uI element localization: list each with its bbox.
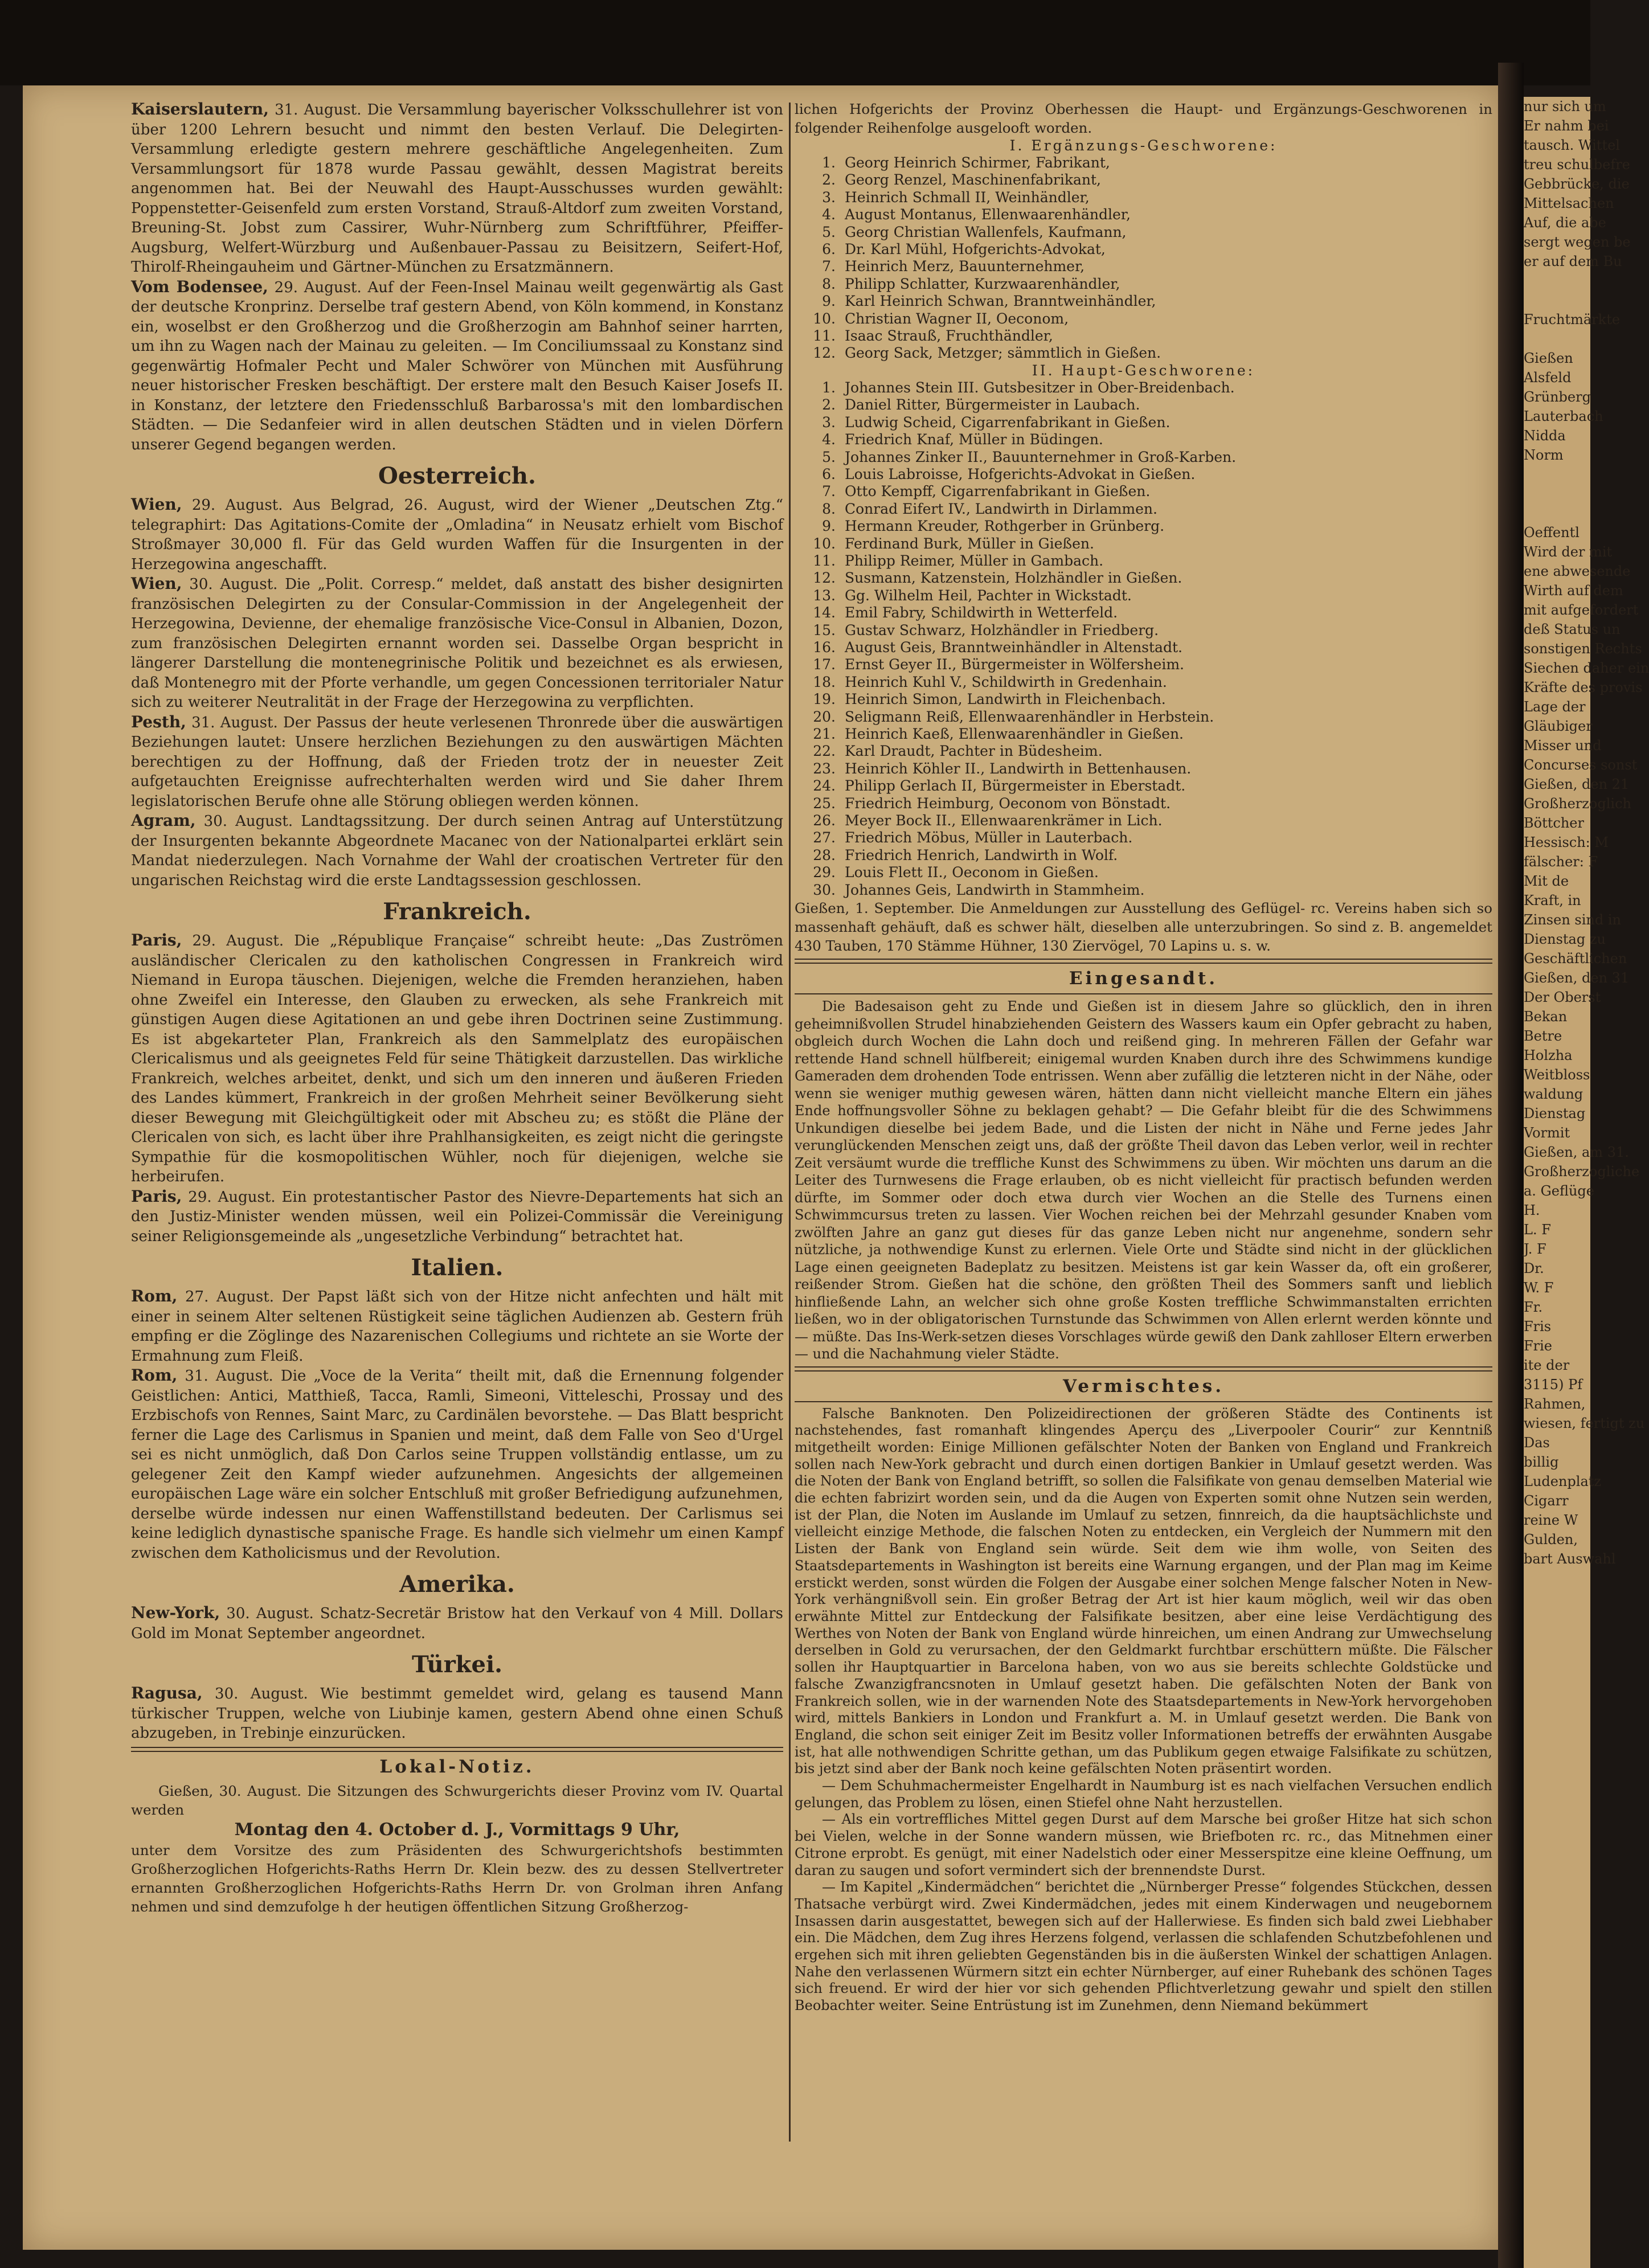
juror-entry — [795, 327, 1492, 345]
adjacent-page-fragment: Gießen — [1524, 350, 1573, 366]
juror-number: 4. — [822, 431, 836, 448]
adjacent-page-fragment: Der Oberst — [1524, 989, 1601, 1005]
adjacent-page-fragment: Nidda — [1524, 428, 1566, 444]
juror-name: August Montanus, Ellenwaarenhändler, — [845, 206, 1131, 223]
article-thirst: — Als ein vortreffliches Mittel gegen Durst auf dem Marsche bei großer Hitze hat sich schon bei Vielen, welche in der Sonne wandern müssen, wie Briefboten rc. rc., das Mitnehmen einer Citrone erprobt. Es genügt, mit einer Nadelstich oder einer Messerspitze eine kleine Oeffnung, um daran zu saugen und sofort vermindert sich der brennendste Durst. — [795, 1811, 1492, 1878]
divider-rule — [795, 1366, 1492, 1372]
juror-number: 6. — [822, 465, 836, 482]
juror-entry — [795, 379, 1492, 396]
juror-number: 7. — [822, 483, 836, 500]
adjacent-page-fragment: Fruchtmärkte — [1524, 312, 1621, 327]
adjacent-page-fragment: waldung — [1524, 1086, 1583, 1102]
top-dark-margin — [0, 0, 1590, 85]
local-notice-intro: Gießen, 30. August. Die Sitzungen des Schwurgerichts dieser Provinz vom IV. Quartal werden — [131, 1782, 783, 1818]
juror-number: 11. — [813, 327, 836, 345]
left-column — [131, 100, 783, 1916]
juror-number: 5. — [822, 448, 836, 465]
adjacent-page-fragment: Gießen, den 31 — [1524, 970, 1630, 986]
adjacent-page-fragment: Norm — [1524, 447, 1564, 463]
juror-name: Friedrich Möbus, Müller in Lauterbach. — [845, 829, 1133, 846]
adjacent-page-fragment: Rahmen, — [1524, 1396, 1586, 1412]
juror-name: Friedrich Henrich, Landwirth in Wolf. — [845, 846, 1118, 863]
juror-name: Heinrich Merz, Bauunternehmer, — [845, 258, 1085, 275]
juror-name: Ferdinand Burk, Müller in Gießen. — [845, 535, 1094, 552]
juror-entry — [795, 795, 1492, 812]
adjacent-page-fragment: fälscher: F — [1524, 854, 1598, 870]
adjacent-page-fragment: Fris — [1524, 1319, 1552, 1334]
juror-name: Isaac Strauß, Fruchthändler, — [845, 327, 1053, 345]
adjacent-page-fragment: H. — [1524, 1202, 1540, 1218]
juror-number: 13. — [813, 587, 836, 604]
adjacent-page-fragment: Dienstag zu — [1524, 931, 1606, 947]
adjacent-page-fragment: Alsfeld — [1524, 370, 1572, 386]
juror-entry — [795, 570, 1492, 587]
local-notice-date: Montag den 4. October d. J., Vormittags 9 Uhr, — [234, 1819, 680, 1840]
adjacent-page-fragment: er auf dem Bu — [1524, 253, 1622, 269]
juror-number: 3. — [822, 189, 836, 206]
juror-number: 25. — [813, 795, 836, 812]
juror-entry — [795, 535, 1492, 552]
adjacent-page-fragment: sergt wegen be — [1524, 234, 1631, 250]
adjacent-page-fragment: tausch. Wittel — [1524, 137, 1620, 153]
supplementary-jurors-list — [795, 154, 1492, 362]
article-agram: Agram, 30. August. Landtagssitzung. Der durch seinen Antrag auf Unterstützung der Insurgenten bekannte Abgeordnete Macanec von der Nationalpartei erklärt sein Mandat niederzulegen. Nach Vornahme der Wahl der croatischen Vertreter für den ungarischen Reichstag wird die erste Landtagssession geschlossen. — [131, 811, 783, 889]
juror-number: 18. — [813, 673, 836, 690]
juror-name: August Geis, Branntweinhändler in Altenstadt. — [845, 638, 1182, 656]
juror-name: Gg. Wilhelm Heil, Pachter in Wickstadt. — [845, 587, 1132, 604]
juror-number: 23. — [813, 760, 836, 777]
adjacent-page-fragment: Vormit — [1524, 1125, 1570, 1141]
juror-number: 12. — [813, 345, 836, 362]
juror-number: 4. — [822, 206, 836, 223]
juror-name: Friedrich Knaf, Müller in Büdingen. — [845, 431, 1103, 448]
right-column — [795, 100, 1492, 2015]
juror-name: Karl Draudt, Pachter in Büdesheim. — [845, 743, 1103, 760]
juror-entry — [795, 189, 1492, 206]
adjacent-page-fragment: Weitbloss — [1524, 1067, 1590, 1083]
section-heading-vermischtes: Vermischtes. — [1063, 1375, 1224, 1397]
adjacent-page-fragment: Gießen, am 31. — [1524, 1144, 1629, 1160]
juror-number: 16. — [813, 638, 836, 656]
adjacent-page-fragment: wiesen, fertigt zu — [1524, 1415, 1645, 1431]
juror-number: 8. — [822, 500, 836, 517]
juror-entry — [795, 639, 1492, 656]
juror-name: Johannes Zinker II., Bauunternehmer in Groß-Karben. — [845, 448, 1237, 465]
adjacent-page-fragment: treu schulbefre — [1524, 157, 1630, 173]
adjacent-page-fragment: Misser und — [1524, 738, 1602, 754]
adjacent-page-edge — [1524, 97, 1649, 2268]
juror-name: Emil Fabry, Schildwirth in Wetterfeld. — [845, 604, 1118, 621]
juror-entry — [795, 206, 1492, 223]
book-spine — [1498, 63, 1524, 2268]
local-notice-body: unter dem Vorsitze des zum Präsidenten des Schwurgerichtshofs bestimmten Großherzoglichen Hofgerichts-Raths Herrn Dr. Klein bezw. des zu dessen Stellvertreter ernannten Großherzoglichen Hofgerichts-Raths Herrn Dr. von Grolman ihren Anfang nehmen und sind demzufolge h der heutigen öffentlichen Sitzung Großherzog- — [131, 1841, 783, 1915]
adjacent-page-fragment: Bekan — [1524, 1009, 1568, 1025]
juror-entry — [795, 587, 1492, 604]
adjacent-page-fragment: Gulden, — [1524, 1532, 1578, 1548]
juror-entry — [795, 258, 1492, 275]
jury-heading-supplementary: I. Ergänzungs-Geschworene: — [1009, 137, 1278, 154]
section-heading-austria: Oesterreich. — [378, 462, 536, 489]
juror-number: 1. — [822, 379, 836, 396]
juror-number: 10. — [813, 535, 836, 552]
juror-entry — [795, 518, 1492, 535]
adjacent-page-fragment: Concurses sonst — [1524, 757, 1638, 773]
adjacent-page-fragment: Betre — [1524, 1028, 1562, 1044]
section-heading-local-notice: Lokal-Notiz. — [379, 1756, 535, 1777]
juror-name: Philipp Reimer, Müller in Gambach. — [845, 552, 1104, 569]
adjacent-page-fragment: Cigarr — [1524, 1493, 1569, 1509]
juror-number: 27. — [813, 829, 836, 846]
juror-name: Ludwig Scheid, Cigarrenfabrikant in Gießen. — [845, 414, 1171, 431]
adjacent-page-fragment: Großherzoglich — [1524, 796, 1631, 812]
adjacent-page-fragment: Böttcher — [1524, 815, 1584, 831]
juror-number: 12. — [813, 570, 836, 587]
adjacent-page-fragment: Das — [1524, 1435, 1550, 1451]
juror-name: Louis Labroisse, Hofgerichts-Advokat in Gießen. — [845, 465, 1196, 482]
juror-number: 19. — [813, 691, 836, 708]
juror-entry — [795, 622, 1492, 639]
adjacent-page-fragment: mit aufgefordert — [1524, 602, 1639, 618]
adjacent-page-fragment: ene abwesende — [1524, 563, 1631, 579]
adjacent-page-fragment: deß Status un — [1524, 621, 1621, 637]
juror-entry — [795, 656, 1492, 673]
juror-name: Philipp Schlatter, Kurzwaarenhändler, — [845, 275, 1120, 292]
adjacent-page-fragment: Oeffentl — [1524, 525, 1580, 541]
adjacent-page-fragment: Siechen daher ein — [1524, 660, 1649, 676]
juror-number: 15. — [813, 621, 836, 638]
adjacent-page-fragment: Holzha — [1524, 1047, 1573, 1063]
article-nannies: — Im Kapitel „Kindermädchen“ berichtet die „Nürnberger Presse“ folgendes Stückchen, dessen Thatsache verbürgt wird. Zwei Kindermädchen, jedes mit einem Kinderwagen und neugebornem Insassen darin ausgestattet, bewegen sich auf der Hallerwiese. Es finden sich bald zwei Liebhaber ein. Die Mädchen, dem Zug ihres Herzens folgend, verlassen die schlafenden Schutzbefohlenen und ergehen sich mit ihren geliebten Gegenständen bis in die äußersten Winkel der schattigen Anlagen. Nahe den verlassenen Würmern sitzt ein echter Nürnberger, auf einer Ruhebank des schönen Tages sich freuend. Er wird der hier vor sich gehenden Pflichtverletzung gewahr und spielt den stillen Beobachter weiter. Seine Entrüstung ist im Zunehmen, denn Niemand bekümmert — [795, 1879, 1492, 2014]
juror-entry — [795, 501, 1492, 518]
juror-entry — [795, 293, 1492, 310]
divider-rule — [795, 1401, 1492, 1402]
adjacent-page-fragment: Kräfte des provis — [1524, 679, 1643, 695]
juror-entry — [795, 691, 1492, 708]
adjacent-page-fragment: ite der — [1524, 1357, 1570, 1373]
juror-entry — [795, 171, 1492, 189]
juror-entry — [795, 396, 1492, 414]
divider-rule — [795, 959, 1492, 964]
adjacent-page-fragment: Kraft, in — [1524, 893, 1581, 908]
juror-number: 11. — [813, 552, 836, 569]
article-pesth: Pesth, 31. August. Der Passus der heute verlesenen Thronrede über die auswärtigen Beziehungen lautet: Unsere herzlichen Beziehungen zu den auswärtigen Mächten berechtigen zu der Hoffnung, daß der Frieden trotz der in neuester Zeit aufgetauchten Ereignisse aufrechterhalten werden wird und Sie daher Ihrem legislatorischen Berufe ohne alle Störung obliegen werden können. — [131, 712, 783, 810]
adjacent-page-fragment: Grünberg — [1524, 389, 1591, 405]
article-ragusa: Ragusa, 30. August. Wie bestimmt gemeldet wird, gelang es tausend Mann türkischer Truppen, welche von Liubinje kamen, gestern Abend ohne einen Schuß abzugeben, in Trebinje einzurücken. — [131, 1684, 783, 1742]
adjacent-page-fragment — [1524, 484, 1590, 503]
juror-entry — [795, 154, 1492, 171]
juror-name: Heinrich Schmall II, Weinhändler, — [845, 189, 1090, 206]
juror-entry — [795, 414, 1492, 431]
juror-number: 9. — [822, 293, 836, 310]
juror-number: 3. — [822, 414, 836, 431]
article-giessen-poultry: Gießen, 1. September. Die Anmeldungen zur Ausstellung des Geflügel- rc. Vereins haben sich so massenhaft gehäuft, daß es schwer hält, dieselben alle unterzubringen. So sind z. B. angemeldet 430 Tauben, 170 Stämme Hühner, 130 Ziervögel, 70 Lapins u. s. w. — [795, 900, 1492, 955]
juror-number: 28. — [813, 846, 836, 863]
adjacent-page-fragment: sonstigen Rechts — [1524, 641, 1642, 657]
adjacent-page-fragment: Zinsen sind in — [1524, 912, 1621, 928]
juror-entry — [795, 449, 1492, 466]
juror-number: 29. — [813, 864, 836, 881]
article-rom-1: Rom, 27. August. Der Papst läßt sich von der Hitze nicht anfechten und hält mit einer in seinem Alter seltenen Rüstigkeit seine täglichen Audienzen ab. Gestern früh empfing er die Zöglinge des Nazarenischen Collegiums und richtete an sie Worte der Ermahnung zum Fleiß. — [131, 1287, 783, 1365]
juror-name: Georg Heinrich Schirmer, Fabrikant, — [845, 154, 1110, 171]
juror-number: 17. — [813, 656, 836, 673]
divider-rule — [131, 1747, 783, 1752]
juror-name: Johannes Geis, Landwirth in Stammheim. — [845, 881, 1145, 898]
juror-entry — [795, 552, 1492, 570]
juror-entry — [795, 345, 1492, 362]
juror-entry — [795, 310, 1492, 327]
juror-entry — [795, 777, 1492, 795]
juror-name: Daniel Ritter, Bürgermeister in Laubach. — [845, 396, 1140, 414]
juror-entry — [795, 276, 1492, 293]
adjacent-page-fragment: Großherzogliche — [1524, 1164, 1640, 1180]
juror-name: Georg Christian Wallenfels, Kaufmann, — [845, 223, 1127, 240]
adjacent-page-fragment — [1524, 329, 1590, 349]
juror-name: Conrad Eifert IV., Landwirth in Dirlammen. — [845, 500, 1157, 517]
article-new-york: New-York, 30. August. Schatz-Secretär Bristow hat den Verkauf von 4 Mill. Dollars Gold im Monat September angeordnet. — [131, 1603, 783, 1642]
adjacent-page-fragment: L. F — [1524, 1222, 1551, 1238]
juror-entry — [795, 241, 1492, 258]
juror-entry — [795, 604, 1492, 621]
juror-name: Friedrich Heimburg, Oeconom von Bönstadt. — [845, 795, 1171, 812]
adjacent-page-fragment — [1524, 290, 1590, 310]
adjacent-page-fragment: Dr. — [1524, 1260, 1544, 1276]
juror-number: 30. — [813, 881, 836, 898]
jury-intro: lichen Hofgerichts der Provinz Oberhessen die Haupt- und Ergänzungs-Geschworenen in folgender Reihenfolge ausgelooft worden. — [795, 101, 1492, 136]
juror-number: 20. — [813, 708, 836, 725]
column-divider — [789, 103, 791, 2142]
juror-entry — [795, 431, 1492, 448]
juror-number: 21. — [813, 726, 836, 742]
juror-entry — [795, 743, 1492, 760]
juror-name: Hermann Kreuder, Rothgerber in Grünberg. — [845, 518, 1165, 535]
article-paris-2: Paris, 29. August. Ein protestantischer Pastor des Nievre-Departements hat sich an den Justiz-Minister wenden müssen, weil ein Polizei-Commissär die Vereinigung seiner Religionsgemeinde als „ungesetzliche Verbindung“ betrachtet hat. — [131, 1186, 783, 1245]
adjacent-page-fragment: Er nahm bei — [1524, 118, 1609, 134]
article-false-banknotes: Falsche Banknoten. Den Polizeidirectionen der größeren Städte des Continents ist nachstehendes, fast romanhaft klingendes Aperçu des „Liverpooler Courir“ zur Kenntniß mitgetheilt worden: Einige Millionen gefälschter Noten der Banken von England und Frankreich sollen nach New-York gebracht und durch einen dortigen Bankier in Umlauf gesetzt werden. Was die Noten der Bank von England betrifft, so sollen die Falsifikate von genau demselben Material wie die echten fabrizirt worden sein, und da die Augen von Experten somit ohne Nutzen sein werden, ist der Plan, die Noten im Auslande im Umlauf zu setzen, finnreich, da die hauptsächlichste und vielleicht einzige Methode, die falschen Noten zu entdecken, ein Vergleich der Nummern mit den Listen der Bank von England sein würde. Seit dem wie ihm wolle, von Seiten des Staatsdepartements in Washington ist bereits eine Warnung ergangen, und der Plan mag im Keime erstickt werden, sonst würden die Folgen der Ausgabe einer solchen Menge falscher Noten in New-York verhängnißvoll sein. Ein großer Betrag der Art ist hier kaum möglich, weil wir das oben erwähnte Mittel zur Entdeckung der Falsifikate besitzen, aber eine leise Verdächtigung des Werthes von Noten der Bank von England würde hinreichen, um einen Andrang zur Umwechselung derselben in Gold zu verursachen, der den Geldmarkt furchtbar erschüttern müßte. Die Fälscher sollen ihr Hauptquartier in Barcelona haben, von wo aus sie bereits schlechte Goldstücke und falsche Zwanzigfrancsnoten in Umlauf gesetzt haben. Die gefälschten Noten der Bank von Frankreich sollen, wie in der warnenden Note des Staatsdepartements in New-York hervorgehoben wird, mittels Bankiers in London und Frankfurt a. M. in Umlauf gesetzt werden. Die Bank von England, die schon seit einiger Zeit im Besitz voller Informationen betreffs der erwähnten Ausgabe ist, hat alle nothwendigen Schritte gethan, um das Publikum gegen etwaige Falsifikate zu schützen, bis jetzt sind aber der Bank noch keine gefälschten Noten präsentirt worden. — [795, 1405, 1492, 1777]
adjacent-page-fragment: Geschäftlichen — [1524, 951, 1627, 967]
juror-entry — [795, 812, 1492, 829]
adjacent-page-fragment: Lauterbach — [1524, 408, 1603, 424]
adjacent-page-fragment: Mit de — [1524, 873, 1569, 889]
adjacent-page-fragment: Auf, die abe — [1524, 215, 1606, 231]
juror-name: Ernst Geyer II., Bürgermeister in Wölfersheim. — [845, 656, 1184, 673]
juror-number: 6. — [822, 241, 836, 258]
juror-name: Georg Renzel, Maschinenfabrikant, — [845, 171, 1101, 189]
section-heading-america: Amerika. — [399, 1571, 515, 1598]
main-jurors-list — [795, 379, 1492, 899]
adjacent-page-fragment: 3115) Pf — [1524, 1377, 1583, 1393]
juror-number: 7. — [822, 258, 836, 275]
adjacent-page-fragment: nur sich um — [1524, 99, 1606, 114]
article-rom-2: Rom, 31. August. Die „Voce de la Verita“ theilt mit, daß die Ernennung folgender Geistlichen: Antici, Matthieß, Tacca, Ramli, Simeoni, Vitteleschi, Prossay und des Erzbischofs von Rennes, Saint Marc, zu Cardinälen bevorstehe. — Das Blatt bespricht ferner die Lage des Carlismus in Spanien und meint, daß dem Falle von Seo d'Urgel sei es nicht unmöglich, daß Don Carlos seine Truppen vollständig entlasse, um zu gelegener Zeit den Kampf wieder aufzunehmen. Angesichts der allgemeinen europäischen Lage wäre ein solcher Entschluß mit großer Befriedigung aufzunehmen, derselbe würde indessen nur einen Waffenstillstand bedeuten. Der Carlismus sei keine lediglich dynastische spanische Frage. Es handle sich vielmehr um einen Kampf zwischen dem Katholicismus und der Revolution. — [131, 1366, 783, 1562]
juror-name: Dr. Karl Mühl, Hofgerichts-Advokat, — [845, 241, 1106, 258]
juror-entry — [795, 466, 1492, 483]
article-bodensee: Vom Bodensee, 29. August. Auf der Feen-Insel Mainau weilt gegenwärtig als Gast der deutsche Kronprinz. Derselbe traf gestern Abend, von Köln kommend, in Konstanz ein, woselbst er den Großherzog und die Großherzogin am Bahnhof seiner harrten, um ihn zu Wagen nach der Mainau zu geleiten. — Im Conciliumssaal zu Konstanz sind gegenwärtig Hofmaler Pecht und Maler Schwörer von München mit Ausführung neuer historischer Fresken beschäftigt. Der erstere malt den Besuch Kaiser Josefs II. in Konstanz, der letztere den Friedensschluß Barbarossa's mit den lombardischen Städten. — Die Sedanfeier wird in allen deutschen Städten und in vielen Dörfern unserer Gegend begangen werden. — [131, 277, 783, 453]
juror-entry — [795, 847, 1492, 864]
juror-name: Philipp Gerlach II, Bürgermeister in Eberstadt. — [845, 777, 1186, 795]
adjacent-page-fragment: a. Geflüge — [1524, 1183, 1594, 1199]
section-heading-turkey: Türkei. — [411, 1651, 503, 1678]
juror-name: Johannes Stein III. Gutsbesitzer in Ober-Breidenbach. — [845, 379, 1235, 396]
article-wien-1: Wien, 29. August. Aus Belgrad, 26. August, wird der Wiener „Deutschen Ztg.“ telegraphirt: Das Agitations-Comite der „Omladina“ in Neusatz erhielt vom Bischof Stroßmayer 30,000 fl. Für das Geld wurden Waffen für die Insurgenten in der Herzegowina angeschafft. — [131, 495, 783, 573]
adjacent-page-fragment: Wirth auf dem — [1524, 583, 1623, 599]
adjacent-page-fragment: Wird der mit — [1524, 544, 1613, 560]
adjacent-page-fragment: Lage der — [1524, 699, 1586, 715]
article-kaiserslautern: Kaiserslautern, 31. August. Die Versammlung bayerischer Volksschullehrer ist von über 1200 Lehrern besucht und nimmt den besten Verlauf. Die Delegirten-Versammlung erledigte gestern mehrere geschäftliche Angelegenheiten. Zum Versammlungsort für 1878 wurde Passau gewählt, dessen Magistrat bereits angenommen hat. Bei der Neuwahl des Haupt-Ausschusses wurden gewählt: Poppenstetter-Geisenfeld zum ersten Vorstand, Strauß-Altdorf zum zweiten Vorstand, Breuning-St. Jobst zum Cassirer, Wuhr-Nürnberg zum Schriftführer, Pfeiffer-Augsburg, Welfert-Würzburg und Außenbauer-Passau zu Beisitzern, Seifert-Hof, Thirolf-Rheingauheim und Gärtner-München zu Ersatzmännern. — [131, 100, 783, 276]
section-heading-eingesandt: Eingesandt. — [1069, 968, 1218, 989]
juror-number: 8. — [822, 275, 836, 292]
adjacent-page-fragment: Ludenplatz — [1524, 1473, 1602, 1489]
article-paris-1: Paris, 29. August. Die „République Française“ schreibt heute: „Das Zuströmen ausländischer Clericalen zu den katholischen Congressen in Frankreich wird Niemand in Europa täuschen. Diejenigen, welche die Fremden heranziehen, haben ohne Zweifel ein Interesse, den Glauben zu erwecken, als sehe Frankreich mit günstigen Augen diese Agitationen an und gebe ihren Doctrinen seine Zustimmung. Es ist abgekarteter Plan, Frankreich als den Sammelplatz des europäischen Clericalismus und als geeignetes Feld für seine Thätigkeit darzustellen. Das wirkliche Frankreich, welches arbeitet, denkt, und sich um den inneren und äußeren Frieden des Landes kümmert, Frankreich in der großen Mehrheit seiner Bevölkerung sieht dieser Bewegung mit Gleichgültigkeit oder mit Abscheu zu; es stößt die Pläne der Clericalen von sich, es lacht über ihre Prahlhansigkeiten, es zeigt nicht die geringste Sympathie für die kosmopolitischen Wühler, noch für diejenigen, welche sie herbeirufen. — [131, 931, 783, 1185]
article-swimming: Die Badesaison geht zu Ende und Gießen ist in diesem Jahre so glücklich, den in ihren geheimnißvollen Strudel hinabziehenden Geistern des Wassers kaum ein Opfer gebracht zu haben, obgleich durch Wochen die Lahn doch und reißend ging. In mehreren Fällen der Gefahr war rettende Hand schnell hülfbereit; einigemal wurden Knaben durch ihre des Schwimmens kundige Gameraden dem drohenden Tode entrissen. Wenn aber zufällig die letzteren nicht in der Nähe, oder wenn sie weniger muthig gewesen wären, hätten dann nicht vielleicht manche Eltern ein jähes Ende hoffnungsvoller Söhne zu beklagen gehabt? — Die Gefahr bleibt für die des Schwimmens Unkundigen dieselbe bei jedem Bade, und die Listen der nicht in Nähe und Ferne jedes Jahr verunglückenden Menschen zeigt uns, daß der größte Theil davon das Leben verlor, weil in rechter Zeit versäumt wurde die treffliche Kunst des Schwimmens zu üben. Wir möchten uns darum an die Leiter des Turnwesens die Frage erlauben, ob es nicht vielleicht für practisch befunden werden dürfte, im Sommer oder doch etwa durch vier Wochen an die Stelle des Turnens einen Schwimmcursus treten zu lassen. Vier Wochen reichen bei der Mehrzahl gesunder Knaben vom zwölften Jahre an ganz gut dieses für das ganze Leben nicht nur angenehme, sondern sehr nützliche, ja nothwendige Kunst zu erlernen. Viele Orte und Städte sind nicht in der glücklichen Lage einen geeigneten Badeplatz zu besitzen. Meistens ist gar kein Wasser da, oft ein großerer, reißender Strom. Gießen hat die schöne, den größten Theil des Sommers sanft und lieblich hinfließende Lahn, an welcher sich ohne große Kosten treffliche Schwimmanstalten errichten ließen, wo in der obligatorischen Turnstunde das Schwimmen von Allen erlernt werden könnte und — müßte. Das Ins-Werk-setzen dieses Vorschlages würde gewiß den Dank zahlloser Eltern erwerben — und die Nachahmung vieler Städte. — [795, 998, 1493, 1362]
juror-entry — [795, 483, 1492, 500]
juror-number: 2. — [822, 396, 836, 414]
section-heading-italy: Italien. — [411, 1254, 504, 1281]
article-wien-2: Wien, 30. August. Die „Polit. Corresp.“ meldet, daß anstatt des bisher designirten französischen Delegirten zu der Consular-Commission in der Angelegenheit der Herzegowina, Devienne, der ehemalige französische Vice-Consul in Albanien, Dozon, zum französischen Delegirten ernannt worden sei. Dasselbe Organ bespricht in längerer Darstellung die montenegrinische Politik und bezeichnet es als erwiesen, daß Montenegro mit der Pforte verhandle, um gegen Concessionen territorialer Natur sich zu weiterer Neutralität in der Frage der Herzegowina zu verpflichten. — [131, 574, 783, 711]
adjacent-page-fragment: Gießen, den 21 — [1524, 776, 1630, 792]
juror-entry — [795, 864, 1492, 881]
juror-entry — [795, 829, 1492, 846]
adjacent-page-fragment: Gebbrücke, die — [1524, 176, 1630, 192]
adjacent-page-fragment: Gläubiger — [1524, 718, 1593, 734]
adjacent-page-fragment: Fr. — [1524, 1299, 1543, 1315]
adjacent-page-fragment: billig — [1524, 1454, 1559, 1470]
divider-rule — [795, 993, 1492, 994]
adjacent-page-fragment: Hessisch: M — [1524, 834, 1609, 850]
adjacent-page-fragment: bart Auswahl — [1524, 1551, 1616, 1567]
juror-number: 5. — [822, 223, 836, 240]
juror-number: 2. — [822, 171, 836, 189]
adjacent-page-fragment — [1524, 271, 1590, 290]
juror-name: Susmann, Katzenstein, Holzhändler in Gießen. — [845, 570, 1182, 587]
adjacent-page-fragment: Frie — [1524, 1338, 1553, 1354]
juror-name: Louis Flett II., Oeconom in Gießen. — [845, 864, 1099, 881]
section-heading-france: Frankreich. — [383, 898, 531, 925]
article-boot: — Dem Schuhmachermeister Engelhardt in Naumburg ist es nach vielfachen Versuchen endlich gelungen, das Problem zu lösen, einen Stiefel ohne Naht herzustellen. — [795, 1778, 1492, 1811]
adjacent-page-fragment — [1524, 465, 1590, 484]
juror-entry — [795, 882, 1492, 899]
juror-entry — [795, 726, 1492, 743]
juror-entry — [795, 674, 1492, 691]
juror-name: Seligmann Reiß, Ellenwaarenhändler in Herbstein. — [845, 708, 1214, 725]
adjacent-page-fragment: Dienstag — [1524, 1106, 1586, 1121]
juror-number: 9. — [822, 518, 836, 535]
juror-name: Meyer Bock II., Ellenwaarenkrämer in Lich. — [845, 812, 1163, 829]
adjacent-page-fragment: reine W — [1524, 1512, 1578, 1528]
adjacent-page-fragment: J. F — [1524, 1241, 1546, 1257]
juror-number: 14. — [813, 604, 836, 621]
juror-name: Heinrich Köhler II., Landwirth in Bettenhausen. — [845, 760, 1192, 777]
juror-number: 10. — [813, 310, 836, 327]
juror-number: 26. — [813, 812, 836, 829]
juror-name: Heinrich Kaeß, Ellenwaarenhändler in Gießen. — [845, 726, 1184, 742]
juror-name: Gustav Schwarz, Holzhändler in Friedberg. — [845, 621, 1159, 638]
juror-name: Otto Kempff, Cigarrenfabrikant in Gießen. — [845, 483, 1151, 500]
juror-entry — [795, 709, 1492, 726]
adjacent-page-fragment — [1524, 503, 1590, 523]
adjacent-page-fragment: W. F — [1524, 1280, 1554, 1296]
juror-number: 24. — [813, 777, 836, 795]
juror-entry — [795, 224, 1492, 241]
juror-name: Georg Sack, Metzger; sämmtlich in Gießen. — [845, 345, 1161, 362]
juror-name: Christian Wagner II, Oeconom, — [845, 310, 1069, 327]
juror-name: Heinrich Kuhl V., Schildwirth in Gredenhain. — [845, 673, 1167, 690]
juror-number: 1. — [822, 154, 836, 171]
juror-name: Heinrich Simon, Landwirth in Fleichenbach. — [845, 691, 1166, 708]
adjacent-page-fragment: Mittelsachen — [1524, 195, 1614, 211]
jury-heading-main: II. Haupt-Geschworene: — [1032, 362, 1255, 379]
juror-entry — [795, 760, 1492, 777]
juror-number: 22. — [813, 743, 836, 760]
juror-name: Karl Heinrich Schwan, Branntweinhändler, — [845, 293, 1156, 310]
